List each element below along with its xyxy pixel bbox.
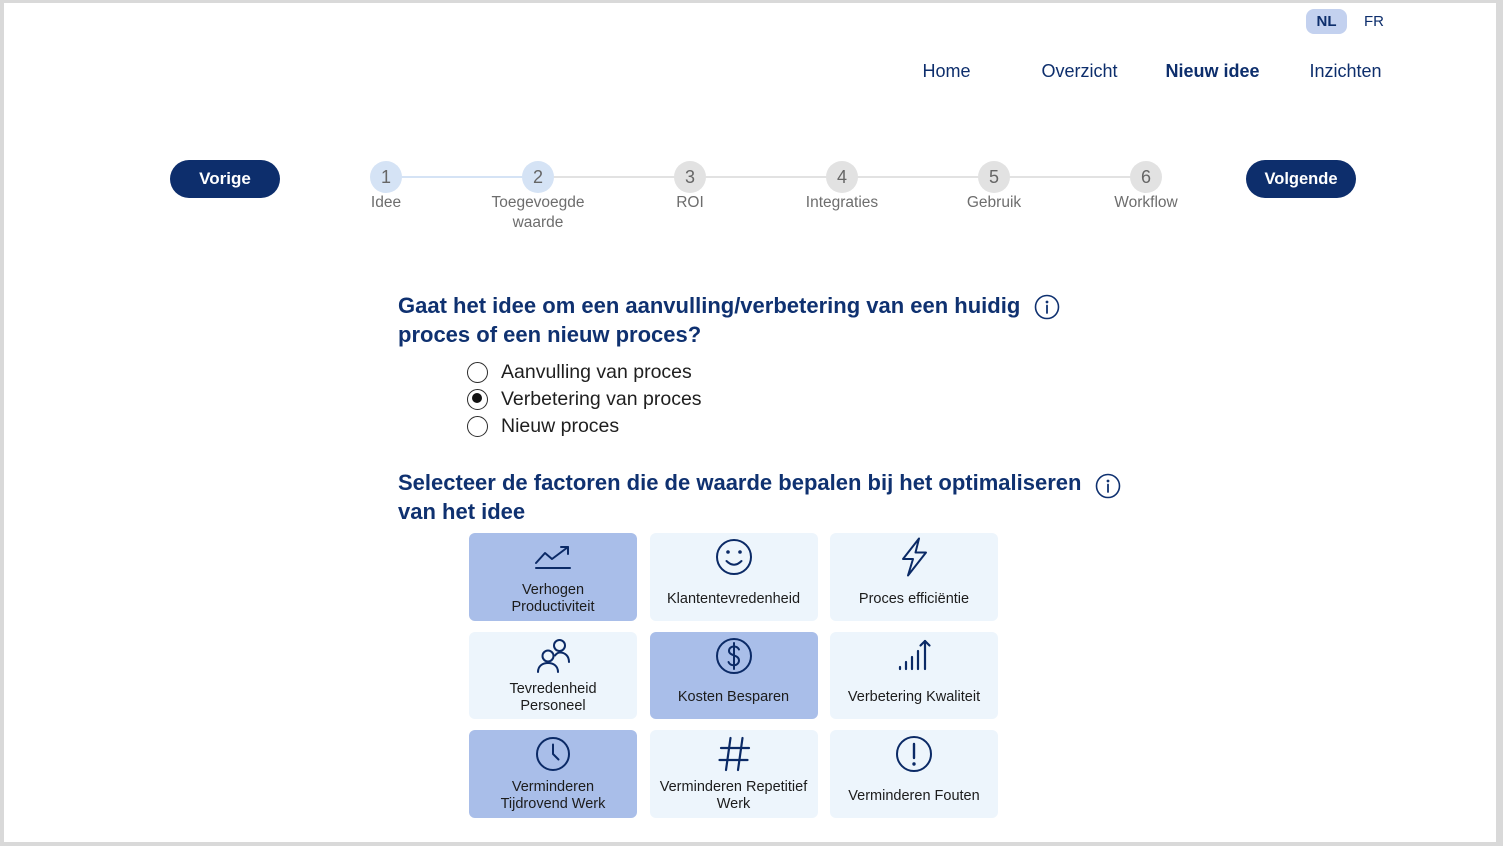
factor-tile-verminderen-tijdrovend-werk[interactable] bbox=[469, 730, 637, 818]
nav-item-nieuw-idee[interactable]: Nieuw idee bbox=[1165, 61, 1260, 81]
factor-label: Verminderen Fouten bbox=[848, 787, 980, 804]
radio-button[interactable] bbox=[467, 416, 488, 437]
step-idee[interactable] bbox=[321, 161, 451, 213]
question-process-type bbox=[398, 291, 1158, 441]
question-title: Selecteer de factoren die de waarde bepalen bij het optimaliseren van het idee bbox=[398, 470, 1082, 524]
factor-tile-klantentevredenheid[interactable] bbox=[650, 533, 818, 621]
step-label: ROI bbox=[676, 194, 704, 211]
factor-tile-verminderen-fouten[interactable] bbox=[830, 730, 998, 818]
factor-tile-verbetering-kwaliteit[interactable] bbox=[830, 632, 998, 720]
step-number: 6 bbox=[1130, 161, 1162, 193]
factor-tile-kosten-besparen[interactable] bbox=[650, 632, 818, 720]
question-title: Gaat het idee om een aanvulling/verbetering van een huidig proces of een nieuw proces? bbox=[398, 293, 1021, 347]
step-roi[interactable] bbox=[625, 161, 755, 213]
factor-tile-verhogen-productiviteit[interactable] bbox=[469, 533, 637, 621]
nav-item-inzichten[interactable]: Inzichten bbox=[1309, 61, 1382, 81]
top-nav bbox=[880, 57, 1412, 85]
question-header bbox=[398, 291, 1158, 349]
factor-label: Tevredenheid Personeel bbox=[509, 680, 597, 714]
users-icon bbox=[533, 636, 573, 676]
hash-icon bbox=[714, 734, 754, 774]
step-number: 5 bbox=[978, 161, 1010, 193]
lightning-icon bbox=[894, 537, 934, 577]
radio-option-verbetering[interactable] bbox=[467, 386, 702, 413]
radio-label[interactable]: Verbetering van proces bbox=[501, 387, 702, 410]
language-option-fr[interactable]: FR bbox=[1364, 13, 1384, 30]
factor-label: Kosten Besparen bbox=[677, 689, 790, 705]
step-label: Workflow bbox=[1114, 194, 1178, 211]
step-gebruik[interactable] bbox=[929, 161, 1059, 213]
factor-grid bbox=[469, 533, 998, 818]
trending-up-icon bbox=[533, 537, 573, 577]
radio-option-aanvulling[interactable] bbox=[467, 359, 702, 386]
step-label: Toegevoegde waarde bbox=[491, 194, 585, 231]
dollar-circle-icon bbox=[714, 636, 754, 676]
radio-button[interactable] bbox=[467, 389, 488, 410]
previous-button[interactable]: Vorige bbox=[170, 160, 280, 198]
step-integraties[interactable] bbox=[777, 161, 907, 213]
step-label: Idee bbox=[370, 194, 402, 211]
step-number: 4 bbox=[826, 161, 858, 193]
question-header bbox=[398, 468, 1158, 526]
step-toegevoegde-waarde[interactable] bbox=[473, 161, 603, 233]
radio-label[interactable]: Aanvulling van proces bbox=[501, 360, 692, 383]
step-number: 1 bbox=[370, 161, 402, 193]
nav-item-overzicht[interactable]: Overzicht bbox=[1041, 61, 1118, 81]
factor-label: Verminderen Tijdrovend Werk bbox=[500, 779, 606, 812]
radio-button[interactable] bbox=[467, 362, 488, 383]
exclamation-circle-icon bbox=[894, 734, 934, 774]
clock-icon bbox=[533, 734, 573, 774]
factor-tile-proces-efficientie[interactable] bbox=[830, 533, 998, 621]
language-option-nl[interactable]: NL bbox=[1306, 9, 1347, 34]
radio-label[interactable]: Nieuw proces bbox=[501, 414, 620, 437]
bar-chart-up-icon bbox=[894, 636, 934, 676]
step-label: Integraties bbox=[805, 194, 879, 211]
info-icon[interactable] bbox=[1034, 294, 1060, 320]
step-label: Gebruik bbox=[966, 194, 1022, 211]
nav-item-home[interactable]: Home bbox=[922, 61, 971, 81]
question-value-factors bbox=[398, 468, 1158, 820]
step-number: 2 bbox=[522, 161, 554, 193]
stepper bbox=[170, 160, 1356, 236]
factor-label: Verminderen Repetitief Werk bbox=[659, 779, 808, 812]
step-number: 3 bbox=[674, 161, 706, 193]
next-button[interactable]: Volgende bbox=[1246, 160, 1356, 198]
info-icon[interactable] bbox=[1095, 473, 1121, 499]
factor-label: Klantentevredenheid bbox=[666, 590, 801, 607]
language-switch bbox=[1306, 9, 1392, 34]
factor-label: Verbetering Kwaliteit bbox=[847, 689, 981, 705]
factor-label: Verhogen Productiviteit bbox=[511, 582, 595, 615]
factor-tile-tevredenheid-personeel[interactable] bbox=[469, 632, 637, 720]
factor-tile-verminderen-repetitief-werk[interactable] bbox=[650, 730, 818, 818]
factor-label: Proces efficiëntie bbox=[858, 590, 970, 607]
process-type-radio-group bbox=[467, 359, 702, 440]
radio-option-nieuw[interactable] bbox=[467, 413, 702, 440]
step-workflow[interactable] bbox=[1081, 161, 1211, 213]
smiley-icon bbox=[714, 537, 754, 577]
